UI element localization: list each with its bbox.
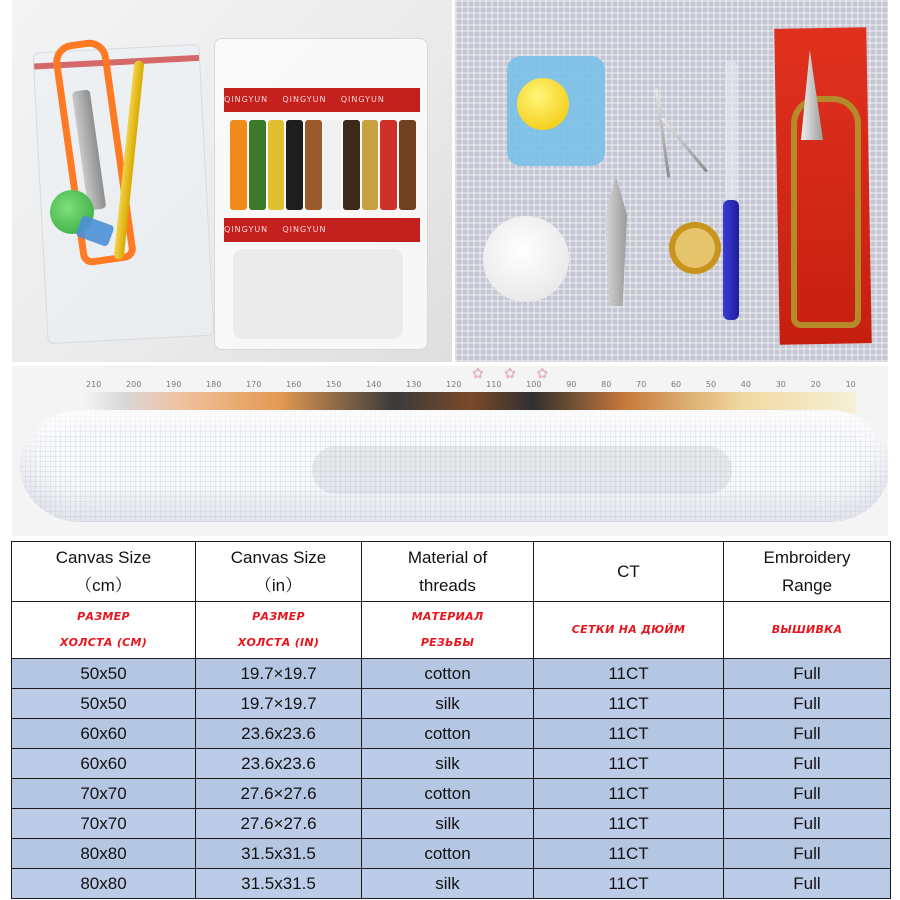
ruler-tick-label: 70 (636, 380, 647, 389)
ruler-tick-label: 40 (740, 380, 751, 389)
header-row-russian (12, 602, 891, 659)
size-in-cell: 27.6×27.6 (196, 809, 362, 839)
needle-icon (655, 88, 670, 178)
size-in-cell: 27.6×27.6 (196, 779, 362, 809)
ruler-tick-label: 190 (166, 380, 182, 389)
table-row (12, 779, 891, 809)
thread-brand-band-lower: QINGYUN QINGYUN (224, 218, 420, 242)
ct-cell: 11CT (534, 839, 724, 869)
material-cell: cotton (362, 659, 534, 689)
ruler-tick-label: 90 (566, 380, 577, 389)
table-row (12, 869, 891, 899)
range-cell: Full (724, 779, 891, 809)
header-ru-material: МАТЕРИАЛ РЕЗЬБЫ (362, 602, 534, 659)
header-embroidery-range: Embroidery Range (724, 542, 891, 602)
ruler-tick-label: 50 (705, 380, 717, 389)
table-row (12, 689, 891, 719)
ruler-tick-label: 10 (845, 380, 856, 389)
canvas-ruler (86, 380, 856, 392)
photo-kit-packaging (12, 0, 452, 362)
size-in-cell: 19.7×19.7 (196, 659, 362, 689)
header-ru-ct: СЕТКИ НА ДЮЙМ (534, 602, 724, 659)
photo-canvas-roll: ✿ ✿ ✿ 210 200 190 180 170 160 150 140 130 120 110 100 90 80 70 60 50 40 30 20 10 (12, 366, 888, 536)
range-cell: Full (724, 749, 891, 779)
range-cell: Full (724, 659, 891, 689)
range-cell: Full (724, 689, 891, 719)
ruler-tick-label: 20 (810, 380, 821, 389)
size-in-cell: 31.5x31.5 (196, 869, 362, 899)
size-in-cell: 23.6x23.6 (196, 719, 362, 749)
thimble (669, 222, 721, 274)
range-cell: Full (724, 809, 891, 839)
header-canvas-size-in: Canvas Size （in） (196, 542, 362, 602)
seam-ripper-blue (723, 200, 739, 320)
ruler-tick-label: 210 (86, 380, 102, 389)
size-cm-cell: 70x70 (12, 809, 196, 839)
yellow-pompom (517, 78, 569, 130)
ruler-tick-label: 120 (446, 380, 462, 389)
material-cell: cotton (362, 839, 534, 869)
white-pompom (483, 216, 569, 302)
ruler-tick-label: 150 (326, 380, 342, 389)
table-row (12, 839, 891, 869)
header-ru-size-cm: РАЗМЕР ХОЛСТА (CM) (12, 602, 196, 659)
ct-cell: 11CT (534, 779, 724, 809)
size-in-cell: 19.7×19.7 (196, 689, 362, 719)
header-material: Material of threads (362, 542, 534, 602)
size-cm-cell: 60x60 (12, 719, 196, 749)
size-cm-cell: 70x70 (12, 779, 196, 809)
ruler-tick-label: 110 (486, 380, 502, 389)
range-cell: Full (724, 839, 891, 869)
ct-cell: 11CT (534, 809, 724, 839)
ruler-tick-label: 140 (366, 380, 382, 389)
table-row (12, 809, 891, 839)
size-in-cell: 31.5x31.5 (196, 839, 362, 869)
size-cm-cell: 50x50 (12, 659, 196, 689)
ruler-tick-label: 30 (775, 380, 786, 389)
table-row (12, 719, 891, 749)
ruler-tick-label: 60 (670, 380, 682, 389)
ruler-tick-label: 100 (526, 380, 542, 389)
ruler-tick-label: 160 (286, 380, 302, 389)
size-cm-cell: 60x60 (12, 749, 196, 779)
ruler-tick-label: 200 (126, 380, 142, 389)
ct-cell: 11CT (534, 869, 724, 899)
thread-brand-band: QINGYUN QINGYUN QINGYUN (224, 88, 420, 112)
header-row-english (12, 542, 891, 602)
photo-tools (455, 0, 888, 362)
table-row (12, 749, 891, 779)
ruler-tick-label: 180 (206, 380, 222, 389)
header-ru-size-in: РАЗМЕР ХОЛСТА (IN) (196, 602, 362, 659)
size-cm-cell: 50x50 (12, 689, 196, 719)
material-cell: silk (362, 749, 534, 779)
material-cell: silk (362, 809, 534, 839)
ruler-tick-label: 80 (601, 380, 612, 389)
material-cell: silk (362, 869, 534, 899)
header-canvas-size-cm: Canvas Size （cm） (12, 542, 196, 602)
gold-scissors (791, 96, 861, 328)
size-cm-cell: 80x80 (12, 839, 196, 869)
size-table (11, 541, 891, 899)
needle-threader (605, 176, 627, 306)
ct-cell: 11CT (534, 689, 724, 719)
header-ct: CT (534, 542, 724, 602)
ct-cell: 11CT (534, 659, 724, 689)
size-cm-cell: 80x80 (12, 869, 196, 899)
thread-skeins (230, 120, 416, 210)
header-ru-embroidery: ВЫШИВКА (724, 602, 891, 659)
material-cell: cotton (362, 719, 534, 749)
range-cell: Full (724, 869, 891, 899)
material-cell: silk (362, 689, 534, 719)
material-cell: cotton (362, 779, 534, 809)
table-row (12, 659, 891, 689)
ct-cell: 11CT (534, 719, 724, 749)
ruler-tick-label: 170 (246, 380, 262, 389)
range-cell: Full (724, 719, 891, 749)
ct-cell: 11CT (534, 749, 724, 779)
size-in-cell: 23.6x23.6 (196, 749, 362, 779)
ruler-tick-label: 130 (406, 380, 422, 389)
